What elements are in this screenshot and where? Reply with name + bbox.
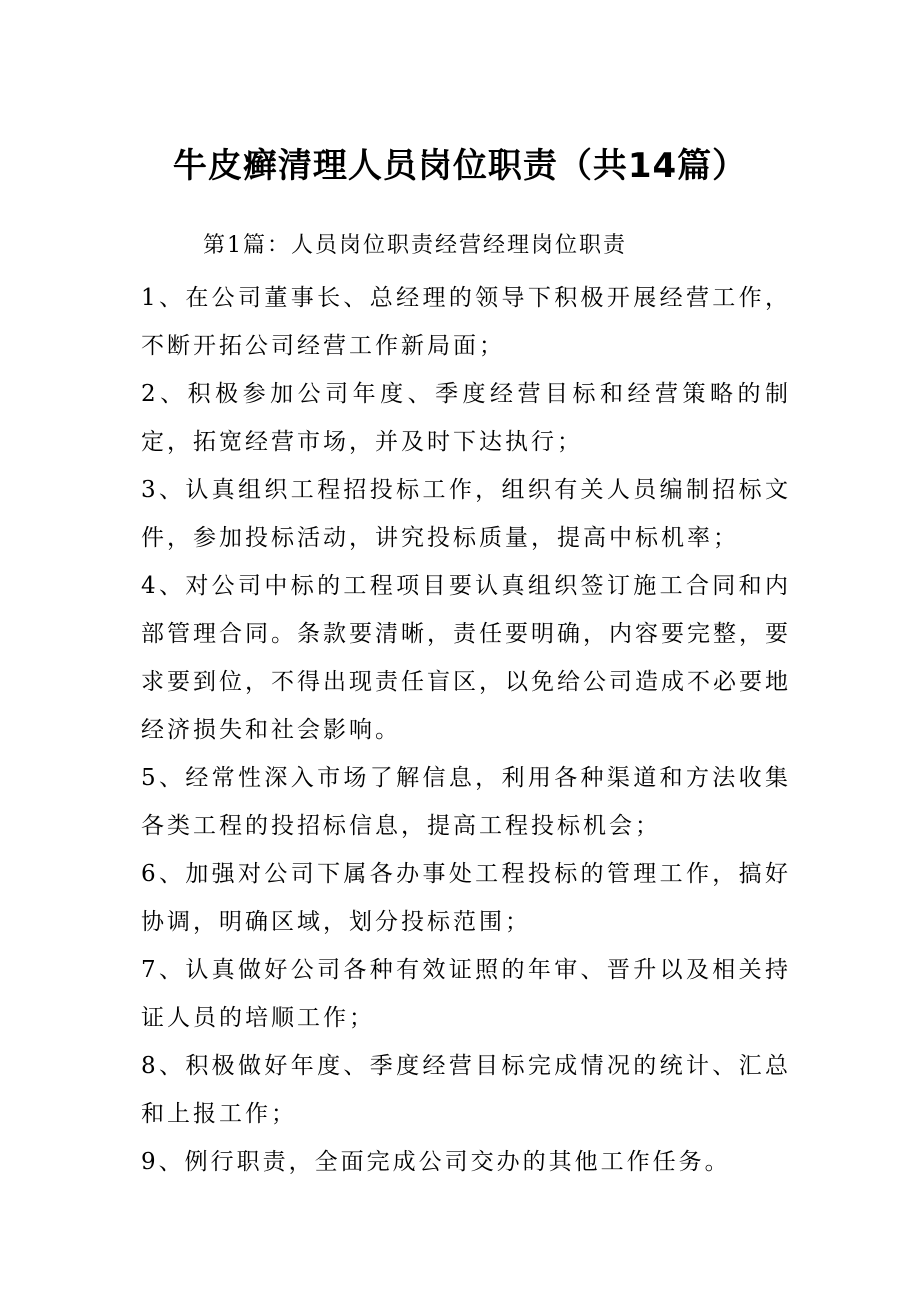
duty-item-9: 9、例行职责，全面完成公司交办的其他工作任务。 <box>141 1149 731 1175</box>
duty-item-5: 5、经常性深入市场了解信息，利用各种渠道和方法收集各类工程的投招标信息，提高工程投标机会； <box>141 765 791 839</box>
section-heading: 第1篇：人员岗位职责经营经理岗位职责 <box>203 233 627 258</box>
duty-list <box>141 274 791 1186</box>
duty-item-2: 2、积极参加公司年度、季度经营目标和经营策略的制定，拓宽经营市场，并及时下达执行； <box>141 381 791 455</box>
duty-item-3: 3、认真组织工程招投标工作，组织有关人员编制招标文件，参加投标活动，讲究投标质量，提高中标机率； <box>141 477 791 551</box>
duty-item-8: 8、积极做好年度、季度经营目标完成情况的统计、汇总和上报工作； <box>141 1053 791 1127</box>
duty-item-6: 6、加强对公司下属各办事处工程投标的管理工作，搞好协调，明确区域，划分投标范围； <box>141 861 791 935</box>
duty-item-7: 7、认真做好公司各种有效证照的年审、晋升以及相关持证人员的培顺工作； <box>141 957 791 1031</box>
document-title: 牛皮癣清理人员岗位职责（共14篇） <box>172 146 748 186</box>
duty-item-4: 4、对公司中标的工程项目要认真组织签订施工合同和内部管理合同。条款要清晰，责任要明确，内容要完整，要求要到位，不得出现责任盲区，以免给公司造成不必要地经济损失和社会影响。 <box>141 573 791 743</box>
duty-item-1: 1、在公司董事长、总经理的领导下积极开展经营工作，不断开拓公司经营工作新局面； <box>141 285 791 359</box>
